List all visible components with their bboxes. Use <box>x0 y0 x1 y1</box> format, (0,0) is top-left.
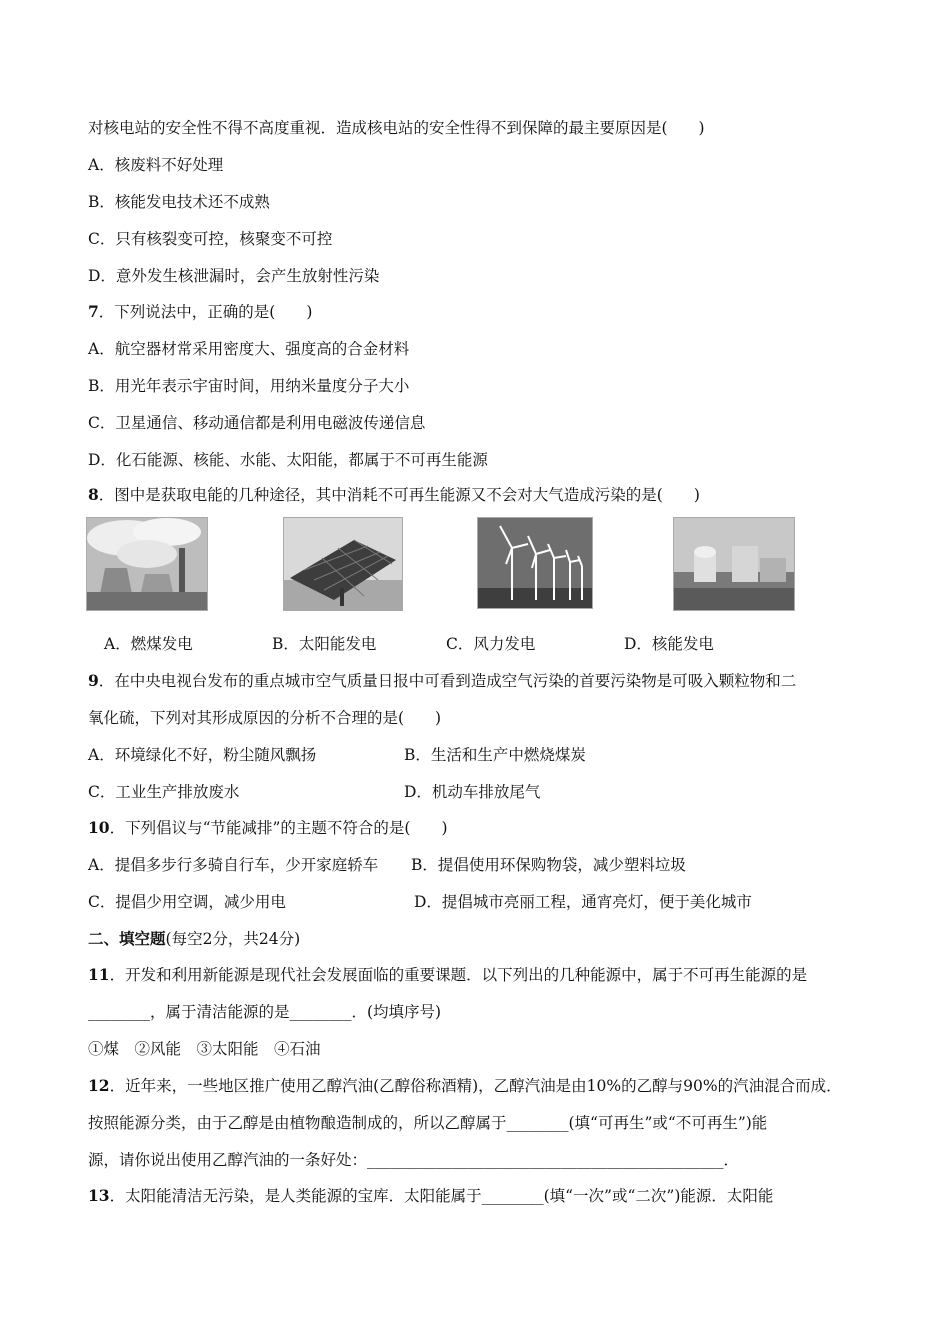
q8-option-c: C．风力发电 <box>446 635 536 653</box>
q9-option-a: A．环境绿化不好，粉尘随风飘扬 <box>88 746 317 764</box>
q10-option-c: C．提倡少用空调，减少用电 <box>88 893 286 911</box>
q10-number: 10 <box>88 818 110 837</box>
q9-option-c: C．工业生产排放废水 <box>88 783 240 801</box>
q13-text: ．太阳能清洁无污染，是人类能源的宝库．太阳能属于________(填“一次”或“二次”)能源．太阳能 <box>109 1187 774 1205</box>
q8-option-a: A．燃煤发电 <box>104 635 193 653</box>
q8-text: ．图中是获取电能的几种途径，其中消耗不可再生能源又不会对大气造成污染的是( ) <box>98 486 700 504</box>
q9-option-b: B．生活和生产中燃烧煤炭 <box>404 746 586 764</box>
coal-power-plant-photo <box>86 517 208 611</box>
q9-option-d: D．机动车排放尾气 <box>404 783 541 801</box>
q7-text: ．下列说法中，正确的是( ) <box>98 303 313 321</box>
q12-stem-line1 <box>88 1076 842 1096</box>
q10-text: ．下列倡议与“节能减排”的主题不符合的是( ) <box>109 819 448 837</box>
q7-option-a: A．航空器材常采用密度大、强度高的合金材料 <box>88 340 410 358</box>
q11-stem-line1 <box>88 965 807 985</box>
q10-option-b: B．提倡使用环保购物袋，减少塑料垃圾 <box>411 856 686 874</box>
q11-text: ．开发和利用新能源是现代社会发展面临的重要课题．以下列出的几种能源中，属于不可再生能源的是 <box>109 966 808 984</box>
q6-option-d: D．意外发生核泄漏时，会产生放射性污染 <box>88 267 380 285</box>
q11-stem-line2: ________，属于清洁能源的是________．(均填序号) <box>88 1003 442 1021</box>
q12-stem-line2: 按照能源分类，由于乙醇是由植物酿造制成的，所以乙醇属于________(填“可再生”或“不可再生”)能 <box>88 1114 768 1132</box>
q6-option-c: C．只有核裂变可控，核聚变不可控 <box>88 230 333 248</box>
solar-panel-photo <box>283 517 403 611</box>
section-2-note: (每空2分，共24分) <box>165 930 301 948</box>
section-2-title: 二、填空题 <box>88 929 166 948</box>
q12-text: ．近年来，一些地区推广使用乙醇汽油(乙醇俗称酒精)，乙醇汽油是由10%的乙醇与90%的汽油混合而成． <box>109 1077 842 1095</box>
q7-option-c: C．卫星通信、移动通信都是利用电磁波传递信息 <box>88 414 426 432</box>
q9-stem-line1 <box>88 671 796 691</box>
q9-text: ．在中央电视台发布的重点城市空气质量日报中可看到造成空气污染的首要污染物是可吸入颗粒物和二 <box>98 672 797 690</box>
section-2-heading <box>88 929 300 949</box>
nuclear-plant-photo <box>673 517 795 611</box>
q6-option-b: B．核能发电技术还不成熟 <box>88 193 270 211</box>
q8-number: 8 <box>88 485 99 504</box>
q7-option-d: D．化石能源、核能、水能、太阳能，都属于不可再生能源 <box>88 451 488 469</box>
q13-number: 13 <box>88 1186 110 1205</box>
q11-choices: ①煤 ②风能 ③太阳能 ④石油 <box>88 1040 321 1058</box>
q10-option-d: D．提倡城市亮丽工程，通宵亮灯，便于美化城市 <box>414 893 752 911</box>
q10-option-a: A．提倡多步行多骑自行车，少开家庭轿车 <box>88 856 379 874</box>
q7-stem <box>88 302 312 322</box>
wind-turbine-photo <box>477 517 593 609</box>
q12-number: 12 <box>88 1076 110 1095</box>
q6-option-a: A．核废料不好处理 <box>88 156 224 174</box>
q10-stem <box>88 818 448 838</box>
q7-option-b: B．用光年表示宇宙时间，用纳米量度分子大小 <box>88 377 410 395</box>
q12-stem-line3: 源，请你说出使用乙醇汽油的一条好处：______________________________________________． <box>88 1151 740 1169</box>
q8-stem <box>88 485 700 505</box>
q6-stem-continued: 对核电站的安全性不得不高度重视．造成核电站的安全性得不到保障的最主要原因是( ) <box>88 119 705 137</box>
q13-stem <box>88 1186 773 1206</box>
q7-number: 7 <box>88 302 99 321</box>
q8-option-b: B．太阳能发电 <box>272 635 377 653</box>
q9-number: 9 <box>88 671 99 690</box>
q11-number: 11 <box>88 965 110 984</box>
q8-option-d: D．核能发电 <box>624 635 714 653</box>
q9-stem-line2: 氧化硫，下列对其形成原因的分析不合理的是( ) <box>88 709 442 727</box>
